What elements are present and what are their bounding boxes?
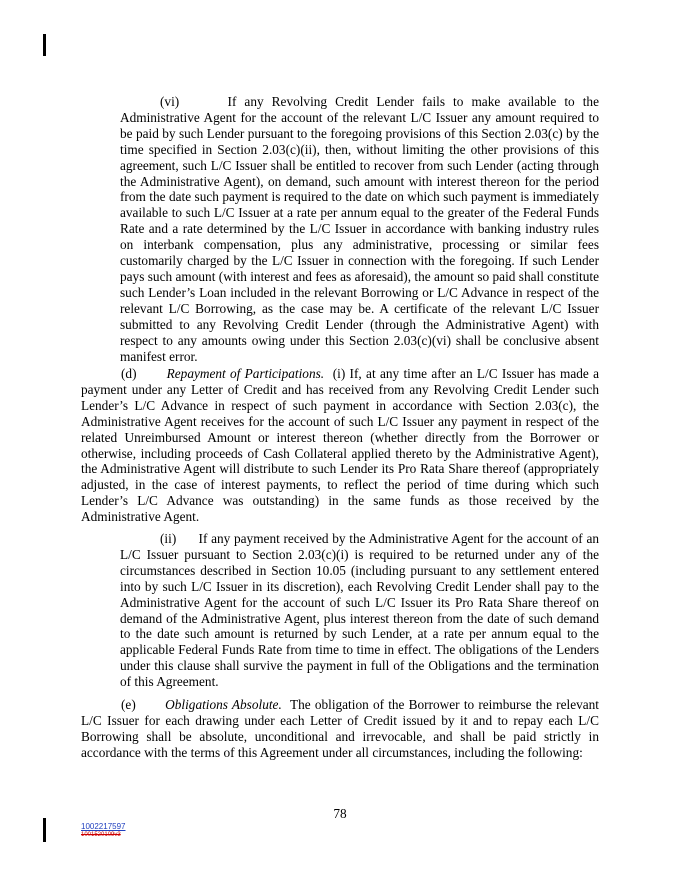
document-id: 1002217597 <box>81 822 126 831</box>
paragraph-e-text: The obligation of the Borrower to reimburse the relevant L/C Issuer for each drawing under each Letter of Credit issued by it and to repay each L/C Borrowing shall be absolute, unconditional and irrevocable, and shall be paid strictly in accordance with the terms of this Agreement under all circumstances, including the following: <box>81 697 599 760</box>
change-bar-bottom <box>43 818 46 842</box>
document-id-previous: 1001520109v3 <box>81 832 121 838</box>
paragraph-vi-text: If any Revolving Credit Lender fails to make available to the Administrative Agent for the account of the relevant L/C Issuer any amount required to be paid by such Lender pursuant to the foregoing provisions of this Section 2.03(c) by the time specified in Section 2.03(c)(ii), then, without limiting the other provisions of this agreement, such L/C Issuer shall be entitled to recover from such Lender (acting through the Administrative Agent), on demand, such amount with interest thereon for the period from the date such payment is required to the date on which such payment is immediately available to such L/C Issuer at a rate per annum equal to the greater of the Federal Funds Rate and a rate determined by the L/C Issuer in accordance with banking industry rules on interbank compensation, plus any administrative, processing or similar fees customarily charged by the L/C Issuer in connection with the foregoing. If such Lender pays such amount (with interest and fees as aforesaid), the amount so paid shall constitute such Lender’s Loan included in the relevant Borrowing or L/C Advance in respect of the relevant L/C Borrowing, as the case may be. A certificate of the relevant L/C Issuer submitted to any Revolving Credit Lender (through the Administrative Agent) with respect to any amounts owing under this Section 2.03(c)(vi) shall be conclusive absent manifest error. <box>120 94 599 364</box>
paragraph-ii-text: If any payment received by the Administrative Agent for the account of an L/C Issuer pursuant to Section 2.03(c)(i) is required to be returned under any of the circumstances described in Section 10.05 (including pursuant to any settlement entered into by such L/C Issuer in its discretion), each Revolving Credit Lender shall pay to the Administrative Agent for the account of such L/C Issuer its Pro Rata Share thereof on demand of the Administrative Agent, plus interest thereon from the date of such demand to the date such amount is returned by such Lender, at a rate per annum equal to the applicable Federal Funds Rate from time to time in effect. The obligations of the Lenders under this clause shall survive the payment in full of the Obligations and the termination of this Agreement. <box>120 531 599 690</box>
paragraph-d <box>81 366 599 525</box>
paragraph-vi <box>120 94 599 364</box>
paragraph-d-text: (i) If, at any time after an L/C Issuer has made a payment under any Letter of Credit and has received from any Revolving Credit Lender such Lender’s L/C Advance in respect of such payment in accordance with Section 2.03(c), the Administrative Agent receives for the account of such L/C Issuer any payment in respect of the related Unreimbursed Amount or interest thereon (whether directly from the Borrower or otherwise, including proceeds of Cash Collateral applied thereto by the Administrative Agent), the Administrative Agent will distribute to such Lender its Pro Rata Share thereof (appropriately adjusted, in the case of interest payments, to reflect the period of time during which such Lender’s L/C Advance was outstanding) in the same funds as those received by the Administrative Agent. <box>81 366 599 525</box>
paragraph-vi-label: (vi) <box>160 94 180 109</box>
paragraph-d-heading: Repayment of Participations. <box>166 366 325 381</box>
paragraph-e-heading: Obligations Absolute. <box>165 697 282 712</box>
paragraph-ii-label: (ii) <box>160 531 177 546</box>
paragraph-ii <box>120 531 599 690</box>
paragraph-d-label: (d) <box>121 366 137 381</box>
page-number: 78 <box>333 806 347 821</box>
paragraph-e-label: (e) <box>121 697 136 712</box>
change-bar-top <box>43 34 46 56</box>
paragraph-e <box>81 697 599 761</box>
